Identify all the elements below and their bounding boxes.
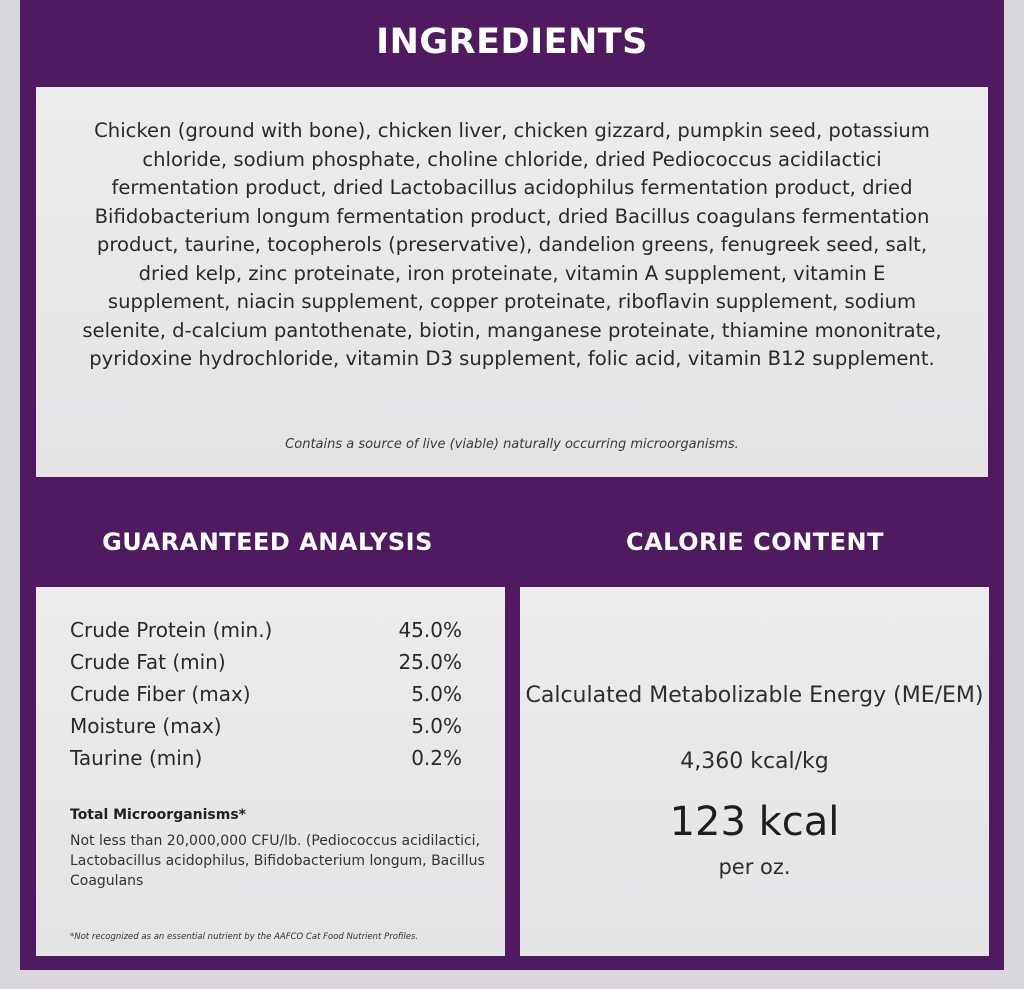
analysis-row-name: Crude Fat (min)	[70, 650, 226, 674]
kcal-value: 123 kcal	[669, 799, 840, 845]
aafco-footnote: *Not recognized as an essential nutrient by the AAFCO Cat Food Nutrient Profiles.	[70, 932, 419, 942]
kcal-per-kg-value: 4,360 kcal/kg	[680, 749, 829, 774]
nutrition-label	[20, 0, 1004, 970]
analysis-row-value: 5.0%	[411, 714, 462, 738]
analysis-row-value: 5.0%	[411, 682, 462, 706]
analysis-row	[70, 650, 462, 682]
ingredients-heading: INGREDIENTS	[376, 22, 648, 62]
analysis-row-name: Taurine (min)	[70, 746, 203, 770]
kcal-unit: per oz.	[718, 855, 791, 879]
analysis-row-value: 45.0%	[398, 618, 462, 642]
guaranteed-analysis-panel	[36, 587, 505, 956]
microorganisms-note: Contains a source of live (viable) naturally occurring microorganisms.	[285, 437, 739, 452]
calorie-content-panel	[520, 587, 989, 956]
total-microorganisms-title: Total Microorganisms*	[70, 807, 247, 823]
analysis-row	[70, 714, 462, 746]
analysis-row-name: Moisture (max)	[70, 714, 222, 738]
total-microorganisms-text: Not less than 20,000,000 CFU/lb. (Pediococcus acidilactici, Lactobacillus acidophilus, Bifidobacterium longum, Bacillus Coagulans	[70, 833, 485, 889]
analysis-row-value: 25.0%	[398, 650, 462, 674]
ingredients-panel	[36, 87, 988, 477]
analysis-row-name: Crude Protein (min.)	[70, 618, 273, 642]
analysis-row	[70, 746, 462, 778]
metabolizable-energy-label: Calculated Metabolizable Energy (ME/EM)	[525, 683, 984, 708]
ingredients-list: Chicken (ground with bone), chicken liver, chicken gizzard, pumpkin seed, potassium chloride, sodium phosphate, choline chloride, dried Pediococcus acidilactici fermentation product, dried Lactobacillus acidophilus fermentation product, dried Bifidobacterium longum fermentation product, dried Bacillus coagulans fermentation product, taurine, tocopherols (preservative), dandelion greens, fenugreek seed, salt, dried kelp, zinc proteinate, iron proteinate, vitamin A supplement, vitamin E supplement, niacin supplement, copper proteinate, riboflavin supplement, sodium selenite, d-calcium pantothenate, biotin, manganese proteinate, thiamine mononitrate, pyridoxine hydrochloride, vitamin D3 supplement, folic acid, vitamin B12 supplement.	[82, 119, 942, 370]
analysis-row-value: 0.2%	[411, 746, 462, 770]
analysis-row	[70, 682, 462, 714]
analysis-row-name: Crude Fiber (max)	[70, 682, 251, 706]
guaranteed-analysis-heading: GUARANTEED ANALYSIS	[102, 528, 433, 556]
calorie-content-heading: CALORIE CONTENT	[625, 528, 884, 556]
analysis-row	[70, 618, 462, 650]
